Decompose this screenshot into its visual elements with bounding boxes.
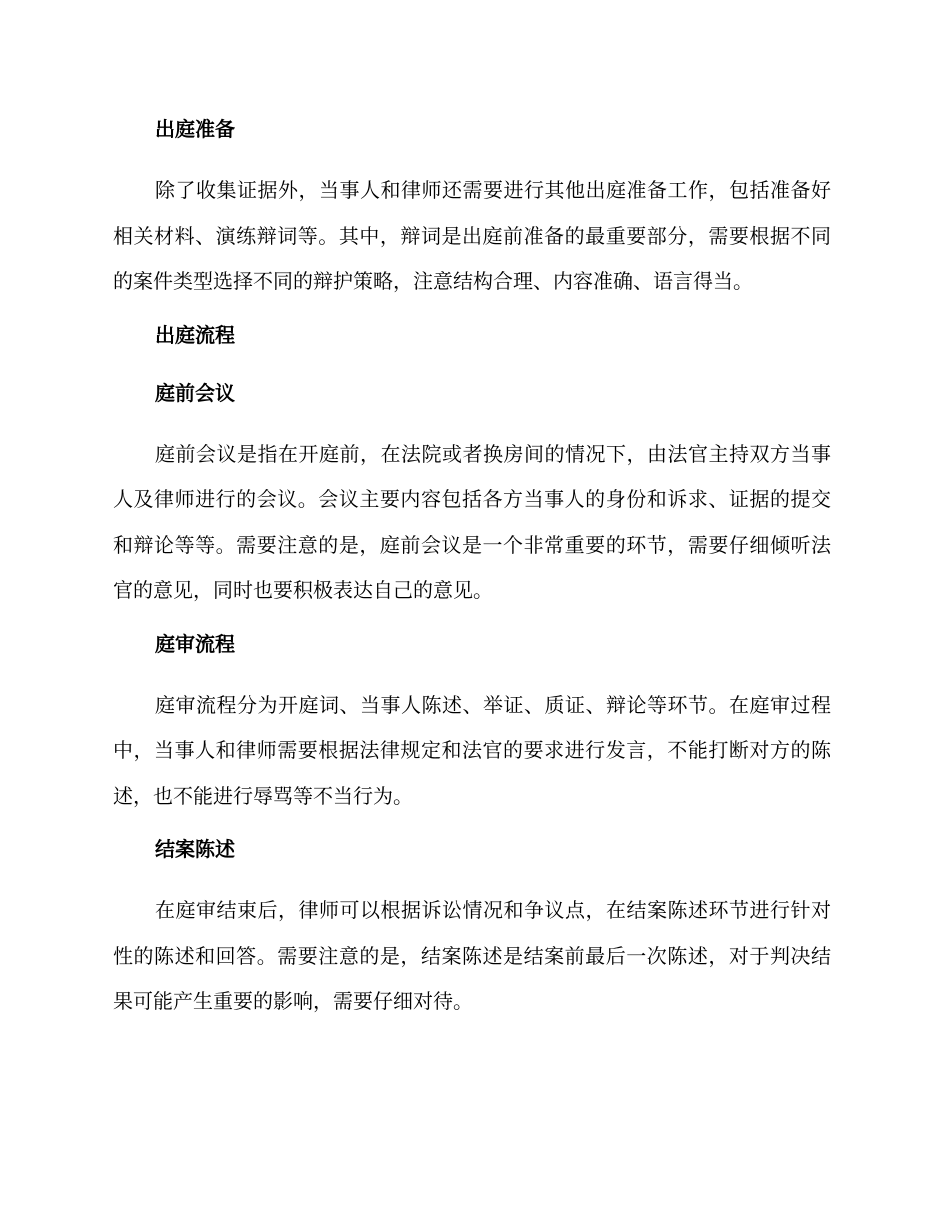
section-paragraph-trial-process: 庭审流程分为开庭词、当事人陈述、举证、质证、辩论等环节。在庭审过程中，当事人和律师需要根据法律规定和法官的要求进行发言，不能打断对方的陈述，也不能进行辱骂等不当行为。 [113,692,831,808]
section-heading-closing-statement: 结案陈述 [155,837,235,861]
section-paragraph-pretrial-meeting: 庭前会议是指在开庭前，在法院或者换房间的情况下，由法官主持双方当事人及律师进行的会议。会议主要内容包括各方当事人的身份和诉求、证据的提交和辩论等等。需要注意的是，庭前会议是一个非常重要的环节，需要仔细倾听法官的意见，同时也要积极表达自己的意见。 [113,441,831,602]
section-heading-court-process: 出庭流程 [155,322,235,347]
section-paragraph-closing-statement: 在庭审结束后，律师可以根据诉讼情况和争议点，在结案陈述环节进行针对性的陈述和回答。需要注意的是，结案陈述是结案前最后一次陈述，对于判决结果可能产生重要的影响，需要仔细对待。 [113,898,831,1013]
section-heading-court-preparation: 出庭准备 [155,117,235,141]
document-body [113,110,831,1036]
section-heading-trial-process: 庭审流程 [155,631,235,656]
section-heading-pretrial-meeting: 庭前会议 [155,380,235,405]
section-paragraph-court-preparation: 除了收集证据外，当事人和律师还需要进行其他出庭准备工作，包括准备好相关材料、演练辩词等。其中，辩词是出庭前准备的最重要部分，需要根据不同的案件类型选择不同的辩护策略，注意结构合理、内容准确、语言得当。 [113,178,831,293]
